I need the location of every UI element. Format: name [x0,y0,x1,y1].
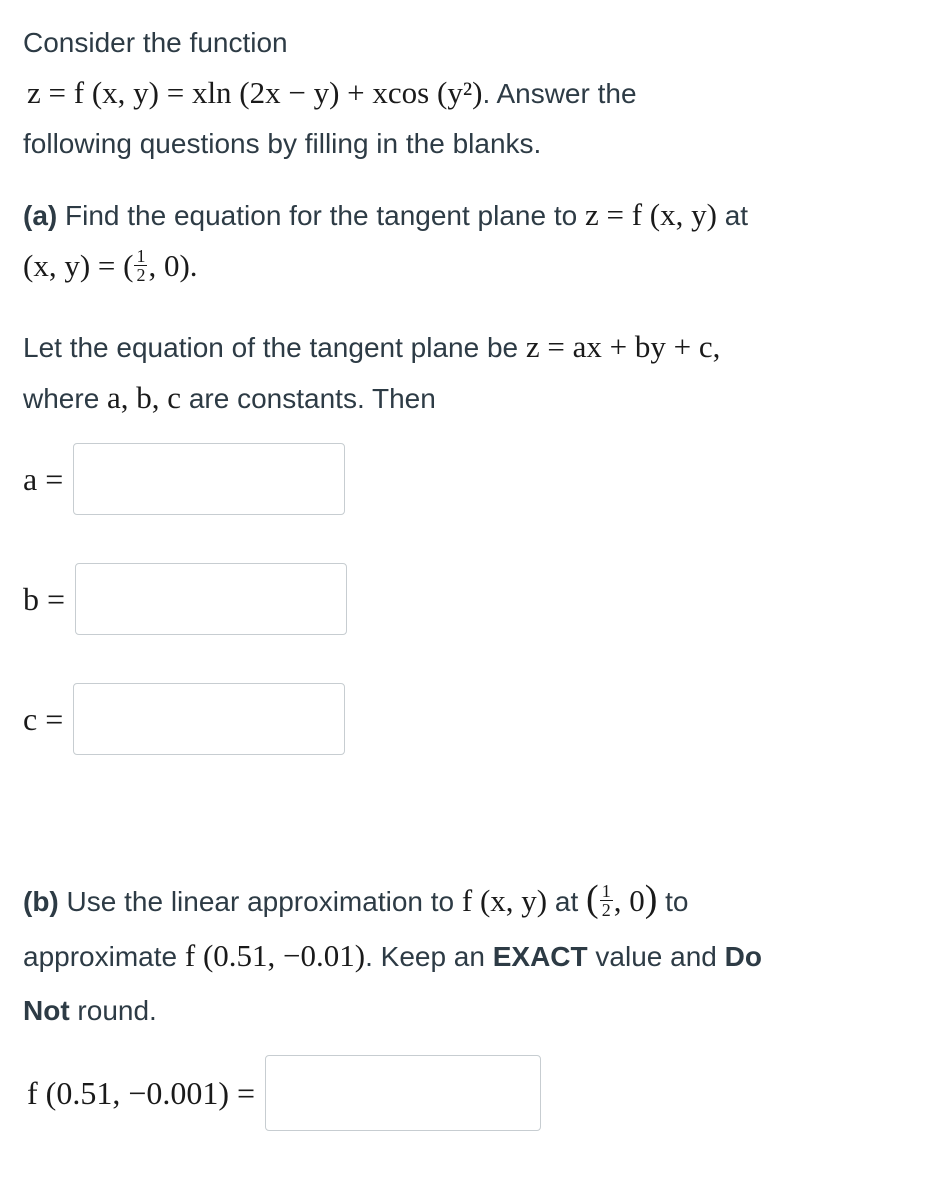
function-formula: z = f (x, y) = xln (2x − y) + xcos (y²) [27,75,483,110]
label-b: b = [23,580,66,617]
tangent-point: (x, y) = ( $\frac{1}{2}$ , 0). [23,246,198,286]
answer-row-approx [27,1055,541,1131]
label-approx: f (0.51, −0.001) = [27,1074,256,1111]
plane-definition: Let the equation of the tangent plane be z = ax + by + c, where a, b, c are constants. Then [23,329,721,415]
answer-row-b [23,563,347,635]
part-b-question: (b) Use the linear approximation to f (x, y) at ( $\frac{1}{2}$ , 0) to approximate f (0.51, −0.01). Keep an EXACT value and Do Not round. [23,878,762,1026]
part-a-label: (a) [23,200,58,231]
answer-a-input[interactable] [73,443,345,515]
part-b-label: (b) [23,886,59,917]
do-emphasis: Do [724,941,762,972]
answer-c-input[interactable] [73,683,345,755]
tangent-plane-function: z = f (x, y) [584,197,717,232]
intro-tail: . Answer the [482,78,637,109]
answer-b-input[interactable] [75,563,347,635]
plane-equation: z = ax + by + c, [525,329,721,364]
answer-row-c [23,683,345,755]
exact-emphasis: EXACT [492,941,588,972]
intro-paragraph [23,18,913,169]
label-a: a = [23,460,64,497]
fraction-one-half: $\frac{1}{2}$ [136,246,146,286]
approx-target-point: f (0.51, −0.01) [184,938,366,973]
answer-row-a [23,443,345,515]
label-c: c = [23,700,64,737]
approx-base-point: ( $\frac{1}{2}$ , 0) [586,878,658,921]
intro-line1: Consider the function [23,27,288,58]
constants-list: a, b, c [107,380,182,415]
not-emphasis: Not [23,995,70,1026]
approx-function: f (x, y) [461,883,548,918]
part-a-question: (a) Find the equation for the tangent plane to z = f (x, y) at (x, y) = ( $\frac{1}{2}$ , 0). [23,190,913,291]
approx-answer-input[interactable] [265,1055,541,1131]
fraction-one-half-b: $\frac{1}{2}$ [601,881,611,921]
intro-line3: following questions by filling in the blanks. [23,128,542,159]
